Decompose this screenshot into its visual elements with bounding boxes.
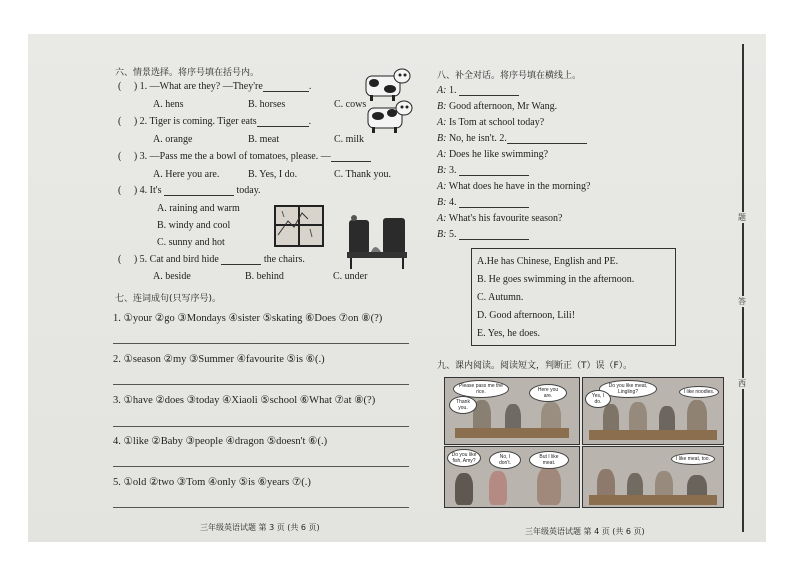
dialog-line-8: [437, 197, 529, 208]
q3-option-b: B. Yes, I do.: [248, 169, 298, 180]
table: [589, 430, 717, 440]
dialog-line-5: [437, 149, 548, 160]
figure-icon: [537, 467, 561, 505]
speech-bubble: Do you like meat, Lingling?: [599, 380, 657, 398]
speaker: A:: [437, 117, 447, 128]
binding-char: 西: [738, 379, 746, 388]
answer-blank[interactable]: [221, 264, 261, 265]
speaker: A:: [437, 149, 447, 160]
answer-line[interactable]: [113, 343, 409, 344]
cow-icon: [366, 69, 410, 101]
speech-bubble: No, I don't.: [489, 451, 521, 469]
dialog-text: 3.: [448, 165, 457, 176]
table: [455, 428, 569, 438]
option-c: C. Autumn.: [477, 292, 524, 303]
section-8-title: 八、补全对话。将序号填在横线上。: [437, 71, 582, 81]
question-2-text: 2. Tiger is coming. Tiger eats: [139, 116, 257, 127]
answer-blank[interactable]: [459, 175, 529, 176]
q4-option-c: C. sunny and hot: [157, 237, 225, 248]
binding-char: 题: [738, 213, 746, 222]
binding-char: 答: [738, 297, 746, 306]
q1-option-a: A. hens: [153, 99, 184, 110]
speaker: B:: [437, 229, 447, 240]
speaker: B:: [437, 133, 447, 144]
dialog-line-6: [437, 165, 529, 176]
question-4-tail: today.: [236, 185, 261, 196]
dialog-text: Is Tom at school today?: [448, 117, 545, 128]
question-5-tail: the chairs.: [263, 254, 305, 265]
dialog-line-1: [437, 85, 519, 96]
answer-blank[interactable]: [507, 143, 587, 144]
question-4-text: 4. It's: [139, 185, 162, 196]
comic-panel-1: [444, 377, 580, 445]
answer-line[interactable]: [113, 426, 409, 427]
answer-blank[interactable]: [263, 91, 309, 92]
cows-image: [360, 64, 416, 134]
sentence-5: 5. ①old ②two ③Tom ④only ⑤is ⑥years ⑦(.): [113, 477, 311, 488]
comic-panel-3: [444, 446, 580, 508]
speaker: A:: [437, 85, 447, 96]
sentence-3: 3. ①have ②does ③today ④Xiaoli ⑤school ⑥What ⑦at ⑧(?): [113, 395, 376, 406]
q5-option-c: C. under: [333, 271, 368, 282]
speaker: B:: [437, 101, 447, 112]
option-e: E. Yes, he does.: [477, 328, 541, 339]
answer-blank[interactable]: [164, 195, 234, 196]
right-footer: 三年级英语试题 第 4 页 (共 6 页): [525, 527, 645, 536]
dialog-text: What's his favourite season?: [448, 213, 563, 224]
speech-bubble: Thank you.: [449, 396, 477, 414]
answer-blank[interactable]: [331, 161, 371, 162]
option-a: A.He has Chinese, English and PE.: [477, 256, 619, 267]
chairs-image: [345, 214, 409, 270]
dialog-line-4: [437, 133, 587, 144]
option-b: B. He goes swimming in the afternoon.: [477, 274, 635, 285]
q5-option-b: B. behind: [245, 271, 284, 282]
q4-option-a: A. raining and warm: [157, 203, 240, 214]
figure-icon: [489, 471, 507, 505]
speech-bubble: Yes, I do.: [585, 390, 611, 408]
comic-panel-2: [582, 377, 724, 445]
dialog-line-3: [437, 117, 544, 128]
sentence-4: 4. ①like ②Baby ③people ④dragon ⑤doesn't ⑥(.): [113, 436, 328, 447]
answer-blank[interactable]: [459, 95, 519, 96]
dialog-text: 1.: [448, 85, 457, 96]
answer-line[interactable]: [113, 507, 409, 508]
sentence-2: 2. ①season ②my ③Summer ④favourite ⑤is ⑥(.): [113, 354, 325, 365]
dialog-text: 5.: [448, 229, 457, 240]
dialog-text: Does he like swimming?: [448, 149, 549, 160]
speech-bubble: Please pass me the rice.: [453, 380, 509, 398]
window-image: [274, 205, 324, 247]
section-6-title: 六、情景选择。将序号填在括号内。: [115, 68, 260, 78]
dialog-text: What does he have in the morning?: [448, 181, 591, 192]
answer-blank[interactable]: [459, 207, 529, 208]
speech-bubble: But I like meat.: [529, 451, 569, 469]
dialog-text: Good afternoon, Mr Wang.: [448, 101, 558, 112]
dialog-text: 4.: [448, 197, 457, 208]
q5-option-a: A. beside: [153, 271, 191, 282]
speech-bubble: Do you like fish, Amy?: [447, 449, 481, 467]
figure-icon: [455, 473, 473, 505]
q3-option-c: C. Thank you.: [334, 169, 392, 180]
dialog-line-7: [437, 181, 590, 192]
dialog-line-10: [437, 229, 529, 240]
section-7-title: 七、连词成句(只写序号)。: [115, 294, 222, 304]
question-5: ( ) 5. Cat and bird hide the chairs.: [118, 254, 305, 265]
q2-option-b: B. meat: [248, 134, 280, 145]
dialog-line-9: [437, 213, 563, 224]
q2-option-c: C. milk: [334, 134, 365, 145]
speech-bubble: I like meat, too.: [671, 453, 715, 465]
question-1-text: 1. —What are they? —They're: [139, 81, 263, 92]
dialog-line-2: [437, 101, 557, 112]
speaker: B:: [437, 165, 447, 176]
question-5-text: 5. Cat and bird hide: [139, 254, 219, 265]
question-3-text: 3. —Pass me the a bowl of tomatoes, please. —: [139, 151, 331, 162]
table: [589, 495, 717, 505]
question-3: ( ) 3. —Pass me the a bowl of tomatoes, please. —: [118, 151, 371, 162]
cow-icon: [368, 101, 412, 133]
answer-line[interactable]: [113, 384, 409, 385]
question-1: ( ) 1. —What are they? —They're .: [118, 81, 312, 92]
answer-blank[interactable]: [459, 239, 529, 240]
q1-option-c: C. cows: [334, 99, 367, 110]
q2-option-a: A. orange: [153, 134, 193, 145]
question-4: ( ) 4. It's today.: [118, 185, 261, 196]
section-9-title: 九、课内阅读。阅读短文，判断正（T）误（F）。: [437, 361, 633, 371]
speaker: B:: [437, 197, 447, 208]
comic-panel-4: [582, 446, 724, 508]
q4-option-b: B. windy and cool: [157, 220, 231, 231]
answer-blank[interactable]: [257, 126, 309, 127]
binding-line: [742, 44, 744, 532]
speech-bubble: I like noodles.: [679, 386, 719, 398]
answer-line[interactable]: [113, 466, 409, 467]
left-footer: 三年级英语试题 第 3 页 (共 6 页): [200, 523, 320, 532]
option-d: D. Good afternoon, Lili!: [477, 310, 576, 321]
speech-bubble: Here you are.: [529, 384, 567, 402]
speaker: A:: [437, 181, 447, 192]
sentence-1: 1. ①your ②go ③Mondays ④sister ⑤skating ⑥Does ⑦on ⑧(?): [113, 313, 383, 324]
question-2: ( ) 2. Tiger is coming. Tiger eats .: [118, 116, 312, 127]
q1-option-b: B. horses: [248, 99, 286, 110]
q3-option-a: A. Here you are.: [153, 169, 220, 180]
dialog-text: No, he isn't. 2.: [448, 133, 507, 144]
speaker: A:: [437, 213, 447, 224]
